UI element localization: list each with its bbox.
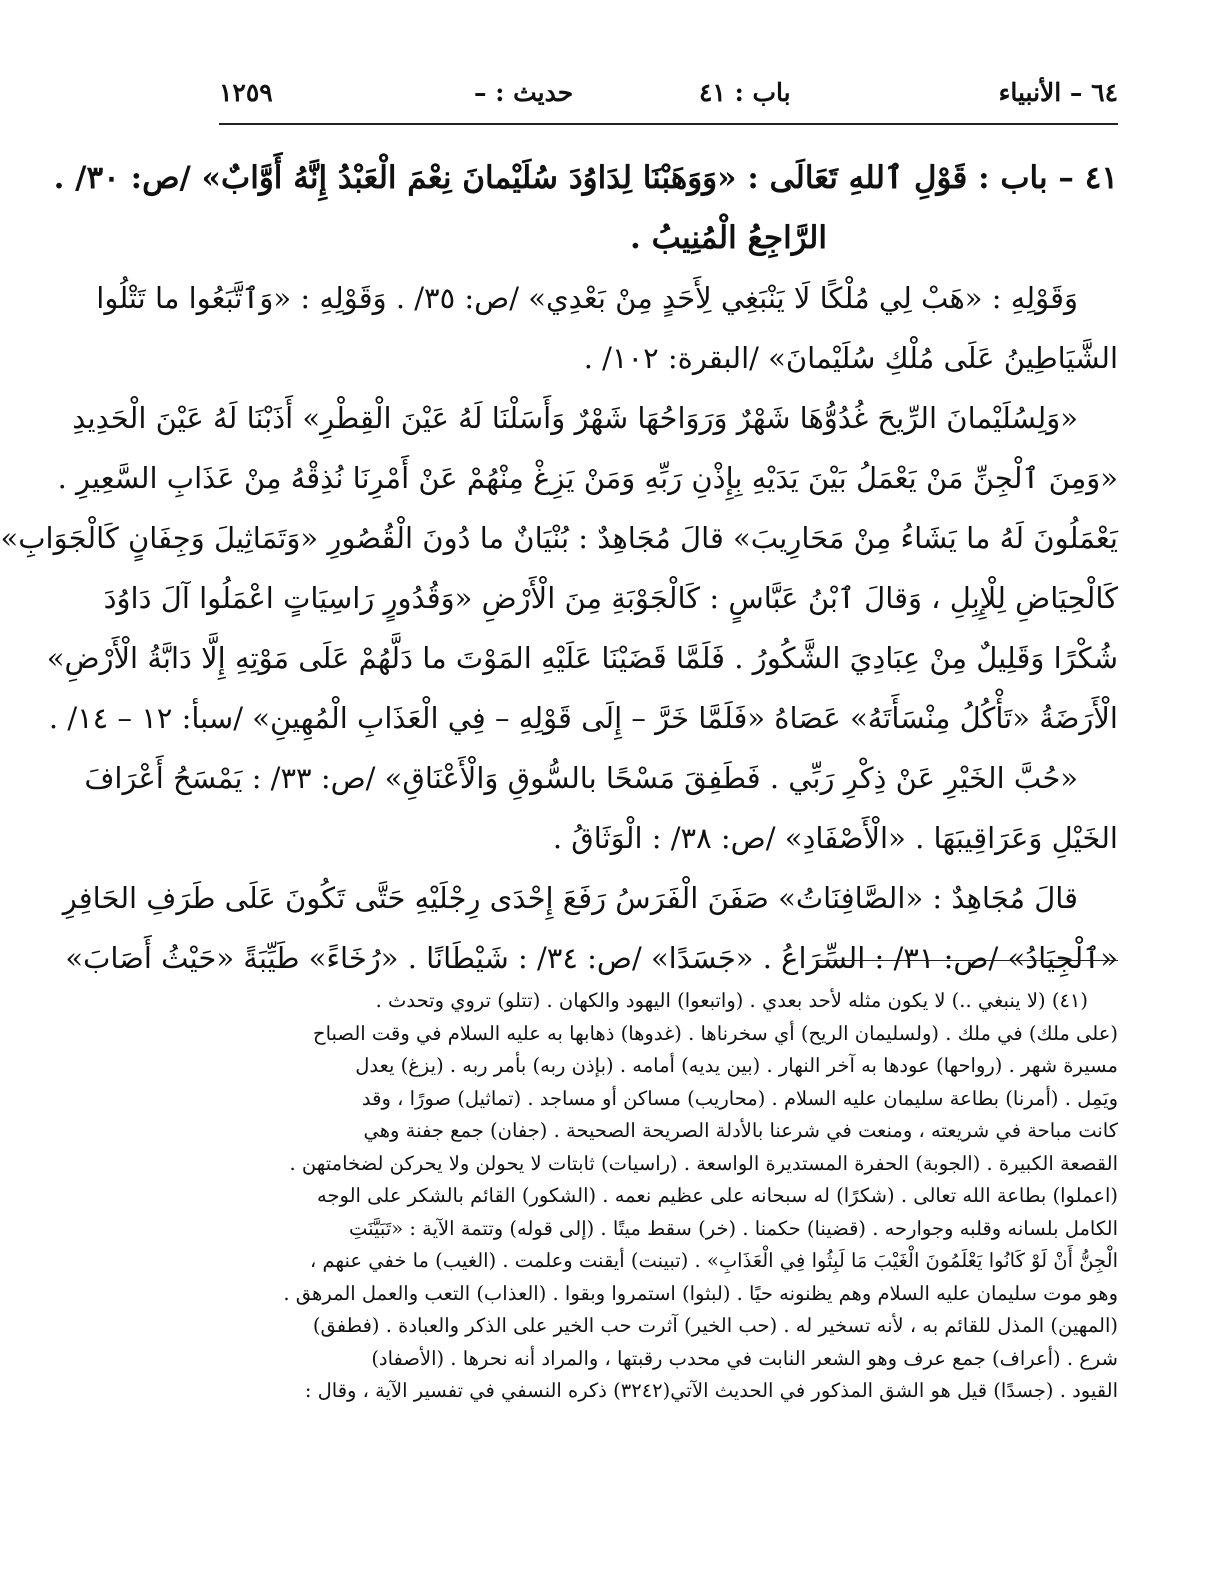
footnote-line: (على ملك) في ملك . (ولسليمان الريح) أي سخرناها . (غدوها) ذهابها به عليه السلام في وقت الصباح — [313, 1021, 1118, 1045]
footnote-line: (المهين) المذل للقائم به ، لأنه تسخير له . (حب الخير) آثرت حب الخير على الذكر والعبادة . (فطفق) — [312, 1314, 1118, 1337]
text-line: الخَيْلِ وَعَرَاقِيبَهَا . «الْأَصْفَادِ» /ص: ٣٨/ : الْوَثَاقُ . — [552, 821, 1118, 855]
chapter-number: باب : ٤١ — [699, 78, 791, 107]
text-line: شُكْرًا وَقَلِيلٌ مِنْ عِبَادِيَ الشَّكُورُ . فَلَمَّا قَضَيْنَا عَلَيْهِ المَوْتَ ما دَلَّهُمْ عَلَى مَوْتِهِ إِلَّا دَابَّةُ الْأَرْضِ» — [46, 641, 1118, 675]
text-line: وَقَوْلِهِ : «هَبْ لِي مُلْكًا لَا يَنْبَغِي لِأَحَدٍ مِنْ بَعْدِي» /ص: ٣٥/ . وَقَوْلِهِ : «وَٱتَّبَعُوا ما تَتْلُوا — [96, 281, 1078, 315]
footnote-line: القيود . (جسدًا) قيل هو الشق المذكور في الحديث الآتي(٣٢٤٢) ذكره النسفي في تفسير الآية ، وقال : — [304, 1379, 1118, 1402]
running-header — [219, 78, 1118, 122]
footnote-line: وهو موت سليمان عليه السلام وهم يظنونه حيًا . (لبثوا) استمروا وبقوا . (العذاب) التعب والعمل المرهق . — [283, 1281, 1118, 1305]
text-line: «ٱلْجِيَادُ» /ص: ٣١/ : السِّرَاعُ . «جَسَدًا» /ص: ٣٤/ : شَيْطَانًا . «رُخَاءً» طَيِّبَةً «حَيْثُ أَصَابَ» — [65, 941, 1118, 975]
text-line: «حُبَّ الخَيْرِ عَنْ ذِكْرِ رَبِّي . فَطَفِقَ مَسْحًا بالسُّوقِ وَالْأَعْنَاقِ» /ص: ٣٣/ : يَمْسَحُ أَعْرَافَ — [84, 761, 1078, 795]
footnote-line: (اعملوا) بطاعة الله تعالى . (شكرًا) له سبحانه على عظيم نعمه . (الشكور) القائم بالشكر على الوجه — [316, 1184, 1118, 1207]
text-line: كَالْحِيَاضِ لِلْإِبِلِ ، وَقالَ ٱبْنُ عَبَّاسٍ : كَالْجَوْبَةِ مِنَ الْأَرْضِ «وَقُدُورٍ رَاسِيَاتٍ اعْمَلُوا آلَ دَاوُدَ — [103, 581, 1118, 615]
page-number: ١٢٥٩ — [219, 78, 273, 107]
chapter-heading: ٤١ – باب : قَوْلِ ٱللهِ تَعَالَى : «وَوَهَبْنَا لِدَاوُدَ سُلَيْمانَ نِعْمَ الْعَبْدُ إِنَّهُ أَوَّابٌ» /ص: ٣٠/ . — [53, 160, 1118, 196]
book-title: ٦٤ – الأنبياء — [998, 78, 1118, 107]
hadith-number: حديث : – — [474, 78, 574, 107]
text-line: يَعْمَلُونَ لَهُ ما يَشَاءُ مِنْ مَحَارِيبَ» قالَ مُجَاهِدٌ : بُنْيَانٌ ما دُونَ الْقُصُورِ «وَتَمَاثِيلَ وَجِفَانٍ كَالْجَوَابِ» — [0, 521, 1118, 555]
footnote-line: ويَمِل . (أمرنا) بطاعة سليمان عليه السلام . (محاريب) مساكن أو مساجد . (تماثيل) صورًا ، وقد — [361, 1086, 1118, 1110]
text-line: الْأَرَضَةُ «تَأْكُلُ مِنْسَأَتَهُ» عَصَاهُ «فَلَمَّا خَرَّ – إِلَى قَوْلِهِ – فِي الْعَذَابِ الْمُهِينِ» /سبأ: ١٢ – ١٤/ . — [48, 701, 1118, 735]
footnote-line: القصعة الكبيرة . (الجوبة) الحفرة المستديرة الواسعة . (راسيات) ثابتات لا يحولن ولا يحركن لضخامتهن . — [289, 1151, 1118, 1175]
footnote-line: شرع . (أعراف) جمع عرف وهو الشعر النابت في محدب رقبتها ، والمراد أنه نحرها . (الأصفاد) — [371, 1346, 1118, 1370]
text-line: الشَّيَاطِينُ عَلَى مُلْكِ سُلَيْمانَ» /البقرة: ١٠٢/ . — [583, 341, 1118, 375]
chapter-heading-gloss: الرَّاجِعُ الْمُنِيبُ . — [630, 220, 827, 256]
footnotes — [219, 985, 1118, 1408]
main-text — [0, 148, 1118, 988]
footnote-divider — [818, 960, 1118, 961]
header-divider — [219, 123, 1118, 125]
footnote-line: مسيرة شهر . (رواحها) عودها به آخر النهار . (بين يديه) أمامه . (بإذن ربه) بأمر ربه . (يزغ) يعدل — [355, 1054, 1118, 1077]
footnote-line: الكامل بلسانه وقلبه وجوارحه . (قضينا) حكمنا . (خر) سقط ميتًا . (إلى قوله) وتتمة الآية : «تَبَيَّنَتِ — [349, 1216, 1118, 1240]
text-line: «وَلِسُلَيْمانَ الرِّيحَ غُدُوُّهَا شَهْرٌ وَرَوَاحُهَا شَهْرٌ وَأَسَلْنَا لَهُ عَيْنَ الْقِطْرِ» أَذَبْنَا لَهُ عَيْنَ الْحَدِيدِ — [72, 401, 1078, 435]
footnote-line: (٤١) (لا ينبغي ..) لا يكون مثله لأحد بعدي . (واتبعوا) اليهود والكهان . (تتلو) تروي وتحدث . — [375, 989, 1088, 1012]
footnote-line: كانت مباحة في شريعته ، ومنعت في شرعنا بالأدلة الصريحة الصحيحة . (جفان) جمع جفنة وهي — [363, 1119, 1118, 1142]
text-line: قالَ مُجَاهِدٌ : «الصَّافِنَاتُ» صَفَنَ الْفَرَسُ رَفَعَ إِحْدَى رِجْلَيْهِ حَتَّى تَكُونَ عَلَى طَرَفِ الحَافِرِ — [62, 881, 1078, 915]
footnote-line: الْجِنُّ أَنْ لَوْ كَانُوا يَعْلَمُونَ الْغَيْبَ مَا لَبِثُوا فِي الْعَذَابِ» . (تبينت) أيقنت وعلمت . (الغيب) ما خفي عنهم ، — [310, 1249, 1118, 1272]
text-line: «وَمِنَ ٱلْجِنِّ مَنْ يَعْمَلُ بَيْنَ يَدَيْهِ بِإِذْنِ رَبِّهِ وَمَنْ يَزِغْ مِنْهُمْ عَنْ أَمْرِنَا نُذِقْهُ مِنْ عَذَابِ السَّعِيرِ . — [57, 461, 1118, 495]
